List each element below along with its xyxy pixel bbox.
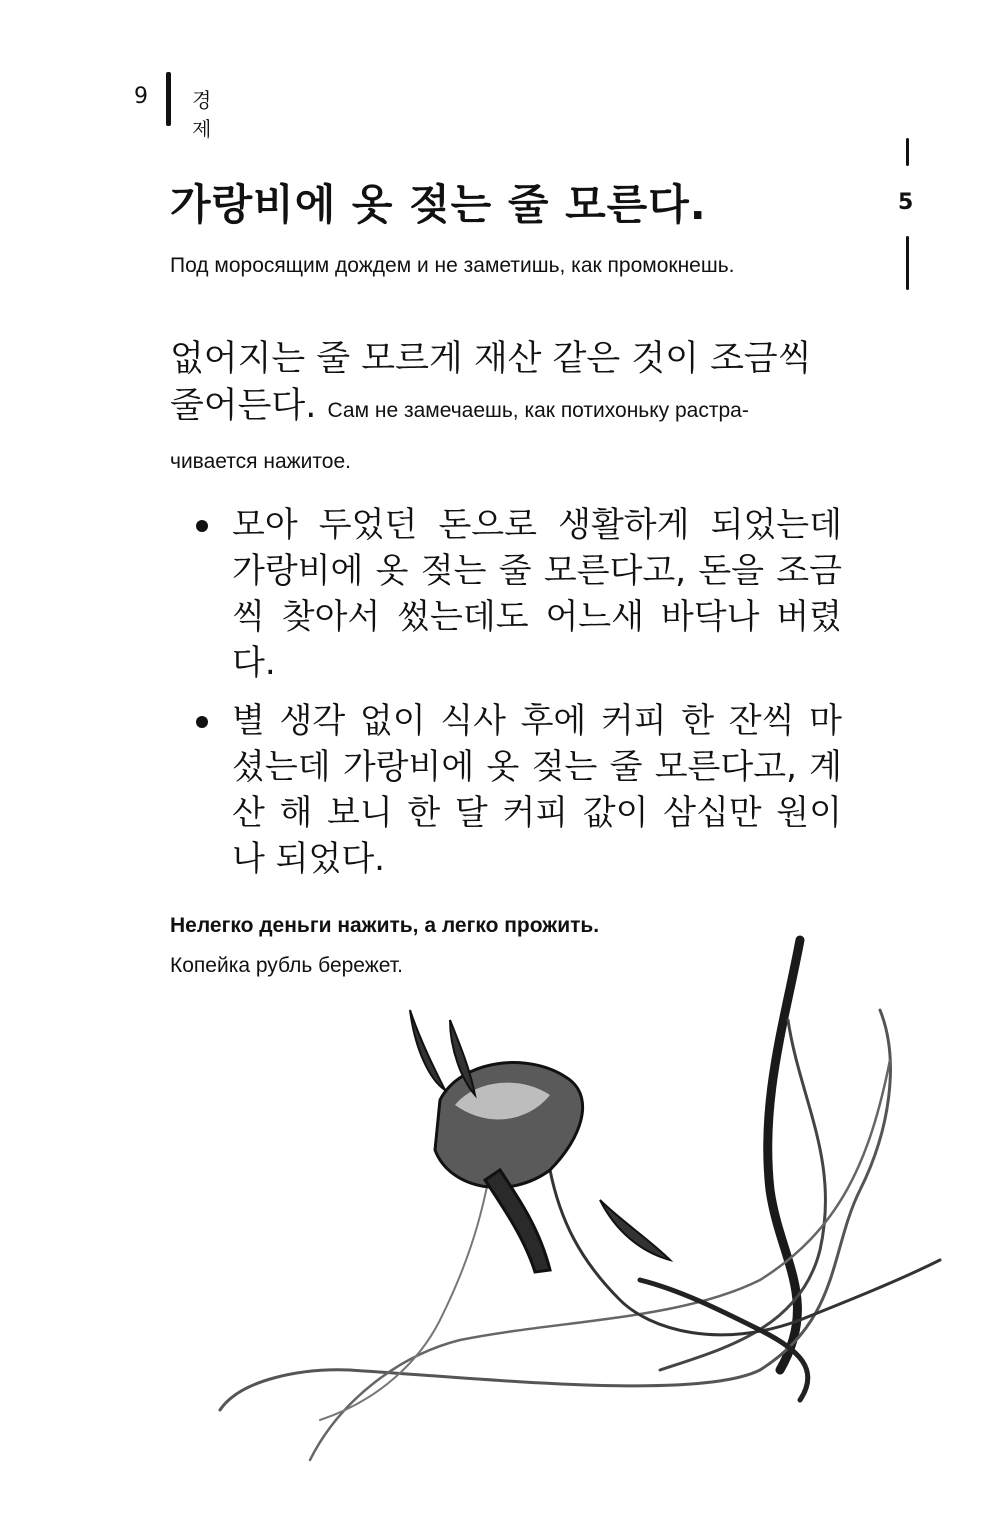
section-marker <box>896 138 920 290</box>
bullet-icon <box>196 520 208 532</box>
russian-equivalent: Нелегко деньги нажить, а легко прожить. <box>170 914 600 937</box>
example-item <box>196 502 842 686</box>
meaning-russian-part1: Сам не замечаешь, как потихоньку растра- <box>327 399 749 422</box>
meaning-korean-line1: 없어지는 줄 모르게 재산 같은 것이 조금씩 <box>170 339 812 379</box>
vine-stems <box>220 940 940 1460</box>
morning-glory-illustration <box>200 900 990 1540</box>
meaning-paragraph <box>170 336 840 485</box>
flower <box>435 1063 583 1272</box>
meaning-korean-line2: 줄어든다. <box>170 386 317 426</box>
marker-line-bottom <box>906 236 909 290</box>
proverb-heading: 가랑비에 옷 젖는 줄 모른다. <box>170 180 707 229</box>
marker-line-top <box>906 138 909 166</box>
example-list <box>196 502 842 894</box>
meaning-russian-part2: чивается нажитое. <box>170 450 351 473</box>
example-item <box>196 698 842 882</box>
bullet-icon <box>196 716 208 728</box>
russian-equivalent-2: Копейка рубль бережет. <box>170 954 403 977</box>
section-number: 5 <box>898 190 914 215</box>
example-text: 모아 두었던 돈으로 생활하게 되었는데 가랑비에 옷 젖는 줄 모른다고, 돈을 조금씩 찾아서 썼는데도 어느새 바닥나 버렸다. <box>232 505 842 683</box>
page-number: 9 <box>134 84 148 109</box>
chapter-title: 경제 <box>192 88 212 141</box>
literal-translation: Под моросящим дождем и не заметишь, как промокнешь. <box>170 254 735 277</box>
example-text: 별 생각 없이 식사 후에 커피 한 잔씩 마셨는데 가랑비에 옷 젖는 줄 모른다고, 계산 해 보니 한 달 커피 값이 삼십만 원이나 되었다. <box>232 701 842 879</box>
header-divider <box>166 72 171 126</box>
